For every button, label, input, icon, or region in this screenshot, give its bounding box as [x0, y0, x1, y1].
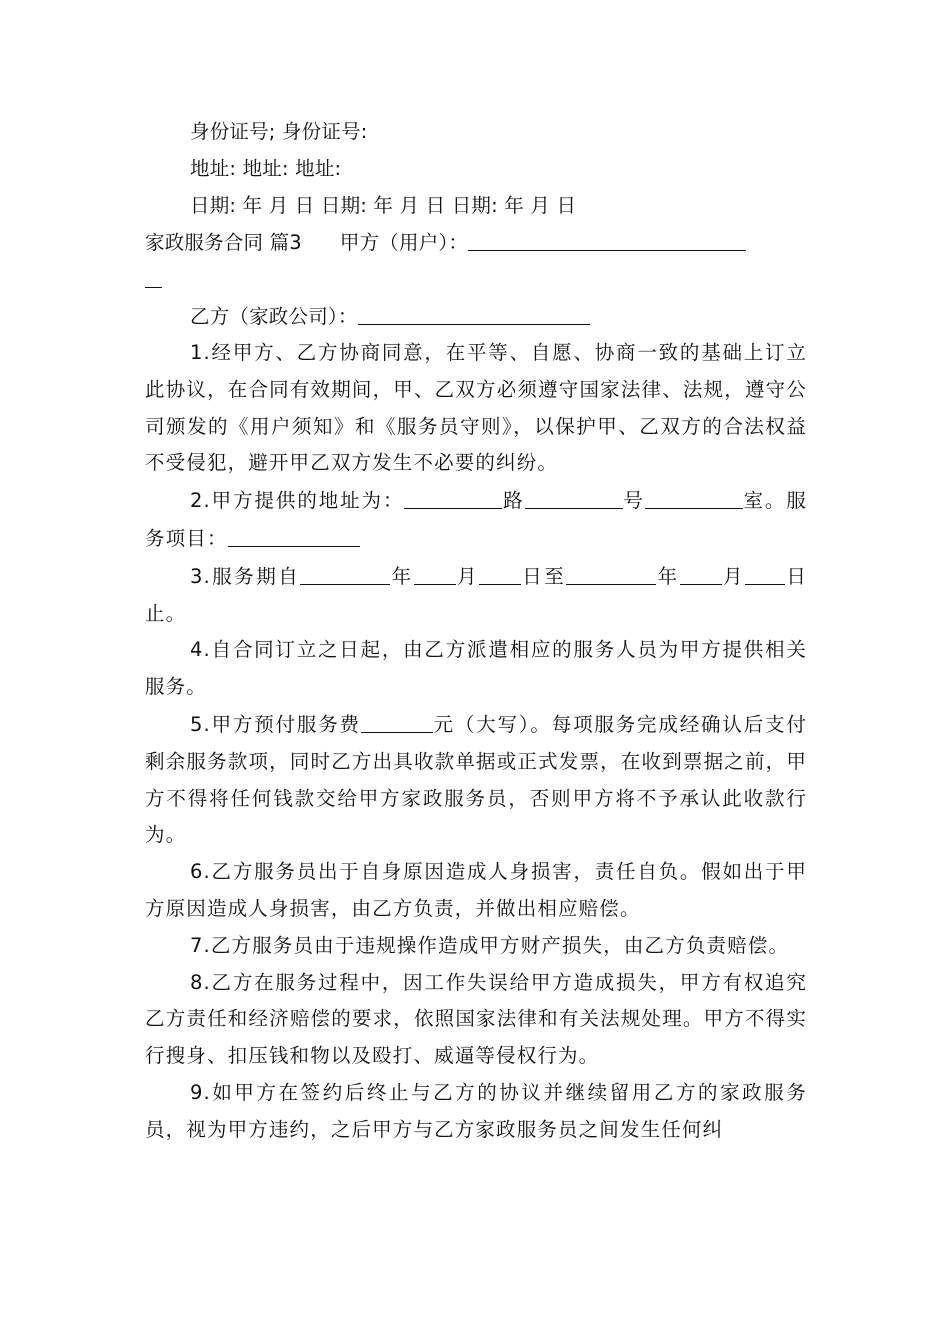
- address-line: 地址: 地址: 地址:: [190, 157, 342, 180]
- clause-3: 3.服务期自 年 月 日至 年 月 日止。: [145, 558, 807, 633]
- party-a-label: 甲方（用户）：: [339, 231, 469, 254]
- document-page: [145, 113, 807, 1149]
- contract-title: 家政服务合同 篇3: [145, 231, 302, 254]
- id-number-line: 身份证号; 身份证号:: [190, 120, 368, 143]
- end-year-blank: [566, 558, 656, 585]
- start-month-blank: [414, 558, 456, 585]
- start-day-blank: [479, 558, 521, 585]
- room-blank: [645, 482, 743, 509]
- party-b-line: [145, 298, 807, 335]
- clause-6: 6.乙方服务员出于自身原因造成人身损害，责任自负。假如出于甲方原因造成人身损害，由乙方负责，并做出相应赔偿。: [145, 860, 807, 920]
- party-a-blank: [468, 224, 746, 251]
- party-b-blank: [358, 298, 590, 325]
- prepaid-fee-blank: [361, 706, 433, 733]
- party-b-label: 乙方（家政公司）：: [190, 305, 358, 328]
- clause-1: 1.经甲方、乙方协商同意，在平等、自愿、协商一致的基础上订立此协议，在合同有效期间，甲、乙双方必须遵守国家法律、法规，遵守公司颁发的《用户须知》和《服务员守则》，以保护甲、乙双方的合法权益不受侵犯，避开甲乙双方发生不必要的纠纷。: [145, 341, 807, 475]
- end-day-blank: [745, 558, 785, 585]
- clause-9: 9.如甲方在签约后终止与乙方的协议并继续留用乙方的家政服务员，视为甲方违约，之后甲方与乙方家政服务员之间发生任何纠: [145, 1080, 807, 1141]
- date-line: 日期: 年 月 日 日期: 年 月 日 日期: 年 月 日: [190, 194, 577, 217]
- clause-8: 8.乙方在服务过程中，因工作失误给甲方造成损失，甲方有权追究乙方责任和经济赔偿的要求，依照国家法律和有关法规处理。甲方不得实行搜身、扣压钱和物以及殴打、威逼等侵权行为。: [145, 970, 807, 1068]
- contract-title-line: [145, 224, 807, 261]
- party-a-blank-continuation: [145, 261, 807, 298]
- clause-7: 7.乙方服务员由于违规操作造成甲方财产损失，由乙方负责赔偿。: [190, 933, 790, 957]
- clause-5: 5.甲方预付服务费 元（大写）。每项服务完成经确认后支付剩余服务款项，同时乙方出具收款单据或正式发票，在收到票据之前，甲方不得将任何钱款交给甲方家政服务员，否则甲方将不予承认此收款行为。: [145, 706, 807, 854]
- number-blank: [525, 482, 623, 509]
- clause-2-prefix: 2.甲方提供的地址为：: [190, 489, 405, 513]
- road-blank: [404, 482, 502, 509]
- end-month-blank: [680, 558, 722, 585]
- clause-2: 2.甲方提供的地址为： 路 号 室。服务项目：: [145, 482, 807, 558]
- service-items-blank: [228, 520, 360, 547]
- clause-4: 4.自合同订立之日起，由乙方派遣相应的服务人员为甲方提供相关服务。: [145, 638, 807, 699]
- start-year-blank: [300, 558, 390, 585]
- service-items-label: 服务项目：: [145, 489, 807, 550]
